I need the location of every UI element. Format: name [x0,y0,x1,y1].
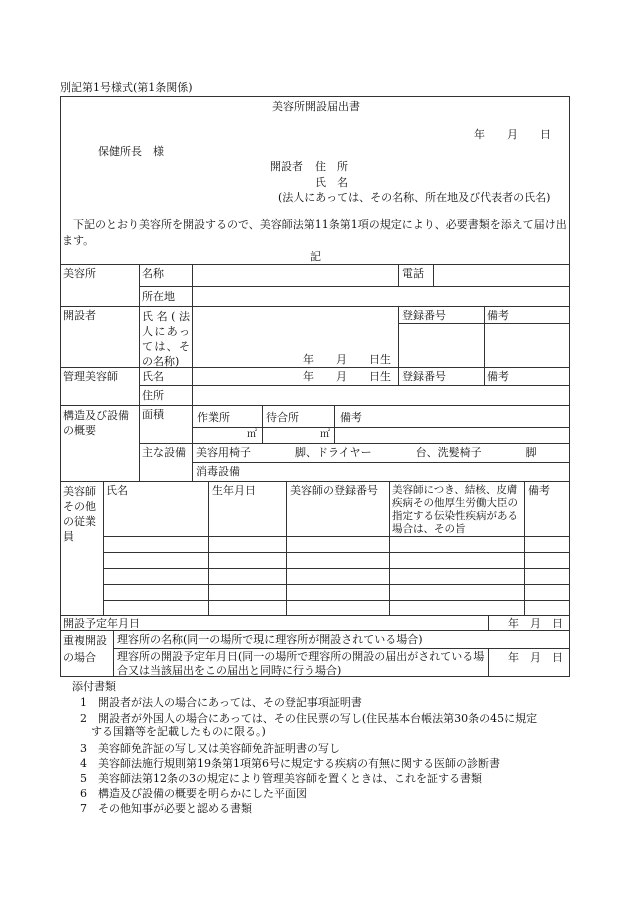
dup-row2: 理容所の開設予定年月日(同一の場所で理容所の開設の届出がされている場合又は当該届出をこの届出と同時に行う場合) [117,650,485,677]
ki-label: 記 [310,250,321,263]
dup-row1: 理容所の名称(同一の場所で現に理容所が開設されている場合) [117,633,423,646]
rule [192,462,570,463]
equip-label: 主な設備 [142,446,186,459]
salon-phone-label: 電話 [402,267,424,280]
attachment-item: 6 構造及び設備の概要を明らかにした平面図 [80,787,307,800]
open-date-value: 年 月 日 [508,617,563,630]
rule [139,264,140,481]
rule [60,615,570,616]
manager-reg-label: 登録番号 [402,370,446,383]
founder-remarks-label: 備考 [487,309,509,322]
attachment-item: する国籍等を記載したものに限る。) [80,725,266,738]
equip-text: 美容用椅子 脚、ドライヤー 台、洗髪椅子 脚 [196,446,537,459]
applicant-label: 開設者 [270,160,303,173]
open-date-label: 開設予定年月日 [63,617,140,630]
rule [139,443,570,444]
rule [103,481,104,615]
staff-col-disease: 美容師につき、結核、皮膚疾病その他厚生労働大臣の指定する伝染性疾病がある場合は、その旨 [392,484,518,535]
attachment-item: 7 その他知事が必要と認める書類 [80,802,252,815]
staff-col-birth: 生年月日 [212,484,256,497]
dup-date: 年 月 日 [508,651,563,664]
wait-area-unit: ㎡ [320,429,330,440]
addressee: 保健所長 様 [98,145,164,158]
applicant-corp-note: (法人にあっては、その名称、所在地及び代表者の氏名) [278,191,551,204]
applicant-name-label: 氏 名 [315,176,348,189]
rule [389,481,390,615]
attachment-item: 2 開設者が外国人の場合にあっては、その住民票の写し(住民基本台帳法第30条の45に規定 [80,712,538,725]
staff-col-name: 氏名 [106,484,128,497]
rule [398,264,399,286]
rule [484,367,485,385]
rule [192,427,570,428]
founder-label: 開設者 [63,309,96,322]
salon-name-label: 名称 [142,267,164,280]
rule [398,367,399,385]
rule [334,405,335,443]
rule [192,367,193,405]
attachment-item: 5 美容師法第12条の3の規定により管理美容師を置くときは、これを証する書類 [80,772,482,785]
staff-label: 美容師その他の従業員 [63,485,96,543]
disinfect-label: 消毒設備 [196,465,240,478]
salon-label: 美容所 [63,267,96,280]
manager-address-label: 住所 [142,389,164,402]
manager-remarks-label: 備考 [487,370,509,383]
rule [60,264,570,265]
staff-col-remarks: 備考 [528,484,550,497]
structure-label: 構造及び設備の概要 [63,409,129,437]
date-line: 年 月 日 [474,128,551,141]
staff-row-line [103,552,570,553]
rule [139,286,570,287]
rule [286,481,287,615]
staff-row-line [103,584,570,585]
rule [433,264,434,286]
staff-row-line [103,600,570,601]
rule [208,481,209,615]
attachment-item: 4 美容師法施行規則第19条第1項第6号に規定する疾病の有無に関する医師の診断書 [80,757,500,770]
rule [192,405,193,481]
rule [488,648,489,677]
attachments-heading: 添付書類 [72,680,116,693]
founder-reg-label: 登録番号 [402,309,446,322]
work-area-unit: ㎡ [247,429,257,440]
rule [524,481,525,615]
attachment-item: 1 開設者が法人の場合にあっては、その登記事項証明書 [80,696,362,709]
founder-name-label: 氏名(法人にあっては、その名称) [142,310,190,368]
rule [60,306,570,307]
rule [113,630,114,677]
rule [484,306,485,367]
wait-area-label: 待合所 [266,411,299,424]
area-label: 面積 [142,408,164,421]
staff-col-reg: 美容師の登録番号 [290,484,378,497]
staff-row-line [103,568,570,569]
rule [60,367,570,368]
rule [139,385,570,386]
form-label: 別記第1号様式(第1条関係) [60,81,193,94]
manager-name-label: 氏名 [142,370,164,383]
founder-birth: 年 月 日生 [303,353,391,366]
rule [398,306,399,367]
rule [113,648,570,649]
rule [192,264,193,306]
staff-row-line [103,536,570,537]
work-area-label: 作業所 [197,411,230,424]
manager-label: 管理美容師 [63,370,118,383]
rule [262,405,263,443]
manager-birth: 年 月 日生 [303,370,391,383]
rule [488,615,489,630]
rule [192,306,193,367]
page-title: 美容所開設届出書 [272,100,360,113]
intro-text: 下記のとおり美容所を開設するので、美容師法第11条第1項の規定により、必要書類を添えて届け出ます。 [62,218,567,247]
structure-remarks-label: 備考 [340,411,362,424]
attachment-item: 3 美容師免許証の写し又は美容師免許証明書の写し [80,742,340,755]
rule [60,481,570,482]
rule [60,405,570,406]
salon-location-label: 所在地 [142,290,175,303]
applicant-address-label: 住 所 [315,160,348,173]
dup-label: 重複開設の場合 [63,634,107,664]
